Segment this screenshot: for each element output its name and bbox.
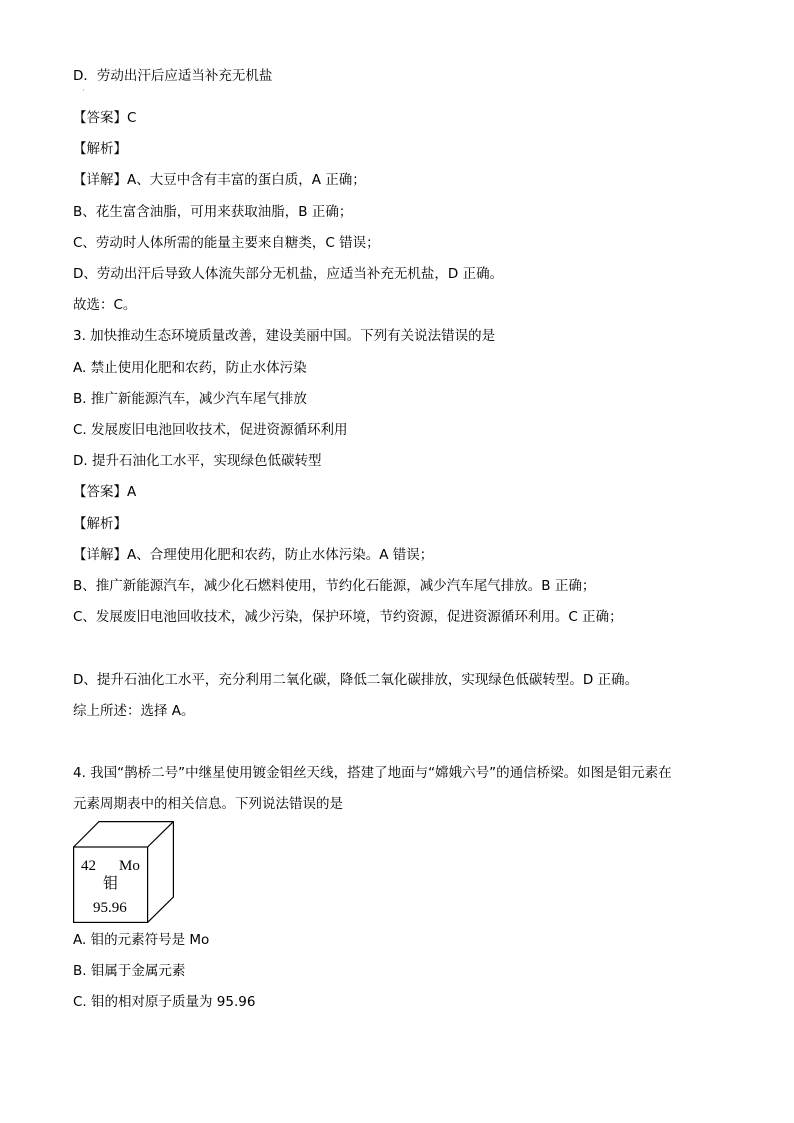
question-3-option-d: D. 提升石油化工水平，实现绿色低碳转型 [73, 453, 322, 469]
question-3-option-b: B. 推广新能源汽车，减少汽车尾气排放 [73, 391, 307, 407]
detail-line: 【详解】A、合理使用化肥和农药，防止水体污染。A 错误； [73, 547, 434, 563]
element-name: 钼 [103, 876, 119, 892]
conclusion-line: 故选：C。 [73, 297, 137, 313]
detail-line: 【详解】A、大豆中含有丰富的蛋白质，A 正确； [73, 172, 366, 188]
question-4-option-b: B. 钼属于金属元素 [73, 963, 186, 979]
analysis-label: 【解析】 [73, 141, 127, 157]
molybdenum-element-card [73, 821, 174, 923]
question-4-option-c: C. 钼的相对原子质量为 95.96 [73, 994, 256, 1010]
analysis-label: 【解析】 [73, 516, 127, 532]
detail-line: C、劳动时人体所需的能量主要来自糖类，C 错误； [73, 235, 380, 251]
question-4-option-a: A. 钼的元素符号是 Mo [73, 932, 210, 948]
answer-label: 【答案】C [73, 110, 137, 126]
conclusion-line: 综上所述：选择 A。 [73, 703, 195, 719]
question-3-option-c: C. 发展废旧电池回收技术，促进资源循环利用 [73, 422, 348, 438]
detail-line: C、发展废旧电池回收技术，减少污染，保护环境，节约资源，促进资源循环利用。C 正确； [73, 609, 623, 625]
option-d-line: D．劳动出汗后应适当补充无机盐 [73, 68, 273, 84]
detail-line: D、劳动出汗后导致人体流失部分无机盐，应适当补充无机盐，D 正确。 [73, 266, 504, 282]
detail-line: D、提升石油化工水平，充分利用二氧化碳，降低二氧化碳排放，实现绿色低碳转型。D 正确。 [73, 672, 639, 688]
question-3-stem: 3. 加快推动生态环境质量改善，建设美丽中国。下列有关说法错误的是 [73, 328, 496, 344]
atomic-number: 42 [81, 858, 96, 874]
question-4-stem-cont: 元素周期表中的相关信息。下列说法错误的是 [73, 796, 343, 812]
question-4-stem: 4. 我国“鹊桥二号”中继星使用镀金钼丝天线，搭建了地面与“嫦娥六号”的通信桥梁。如图是钼元素在 [73, 765, 672, 781]
detail-line: B、花生富含油脂，可用来获取油脂，B 正确； [73, 204, 353, 220]
element-symbol: Mo [119, 858, 140, 874]
stray-dot: · [82, 86, 85, 95]
question-3-option-a: A. 禁止使用化肥和农药，防止水体污染 [73, 360, 307, 376]
atomic-mass: 95.96 [93, 900, 127, 916]
detail-line: B、推广新能源汽车，减少化石燃料使用，节约化石能源，减少汽车尾气排放。B 正确； [73, 578, 596, 594]
answer-label: 【答案】A [73, 484, 137, 500]
